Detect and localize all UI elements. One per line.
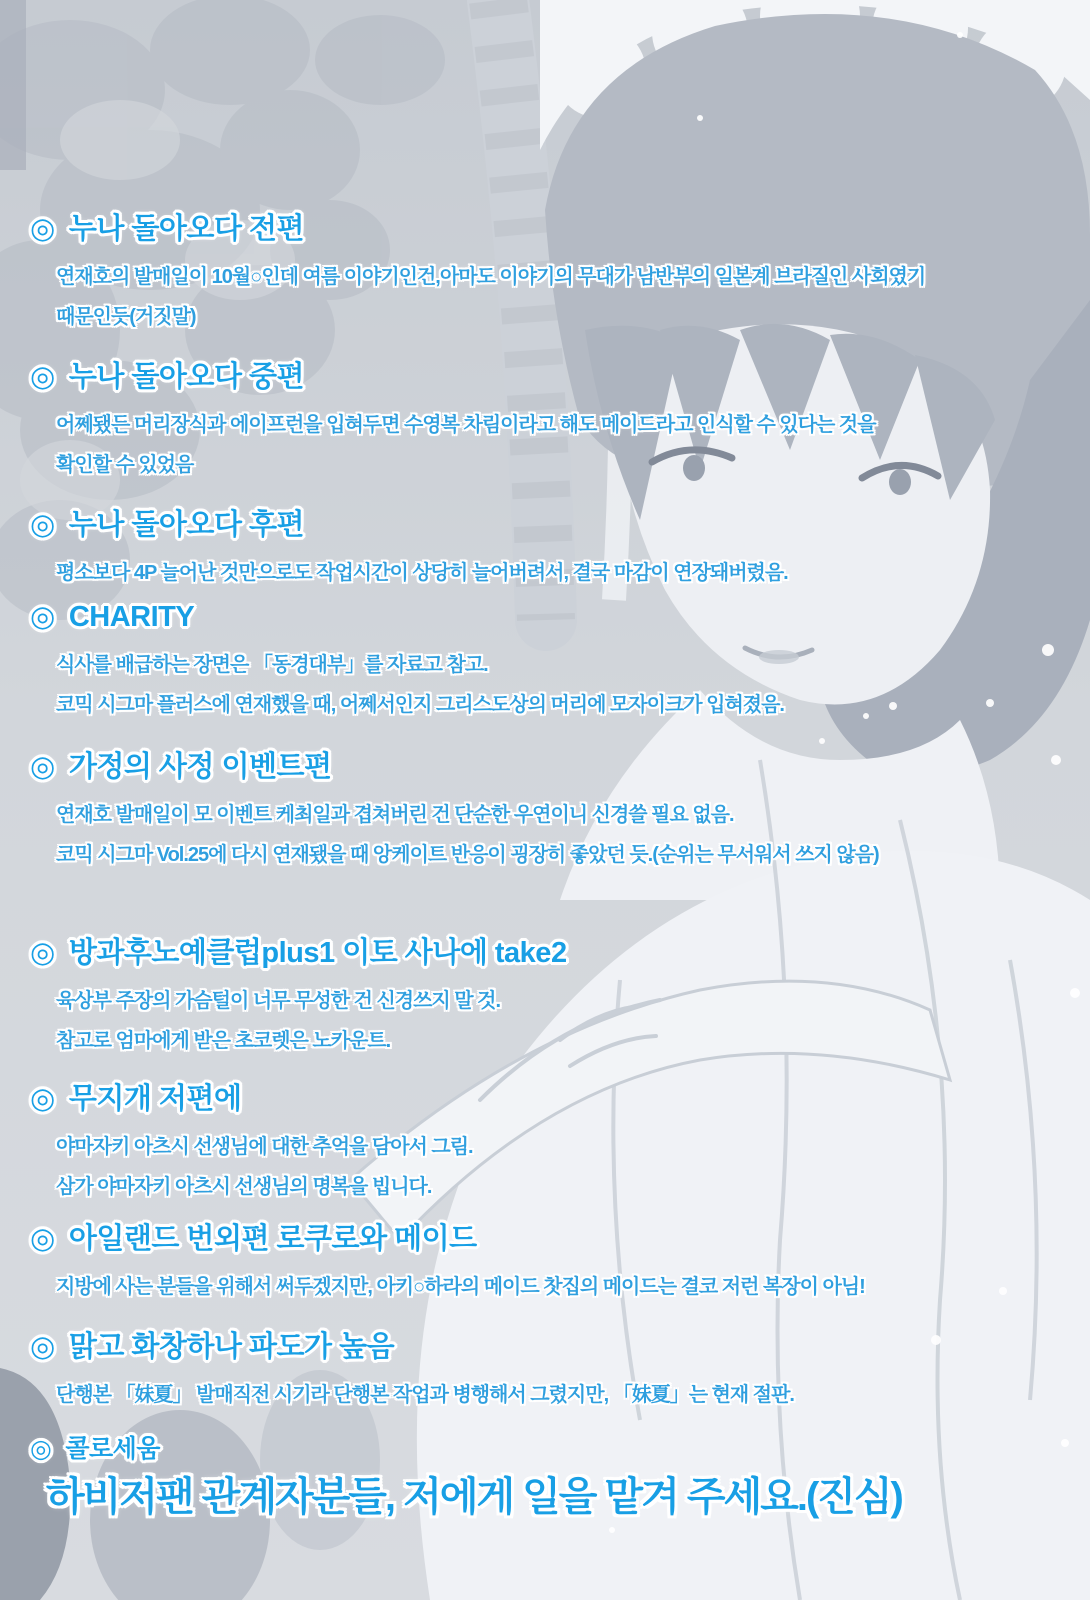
section-text-line: 단행본 「妹夏」 발매직전 시기라 단행본 작업과 병행해서 그렸지만, 「妹夏」는 현재 절판.	[56, 1384, 794, 1406]
section-text-line: 확인할 수 있었음	[56, 454, 194, 476]
section-heading	[0, 1328, 1090, 1366]
section-10	[0, 1434, 1090, 1526]
section-heading	[0, 358, 1090, 396]
section-text-line: 야마자키 아츠시 선생님에 대한 추억을 담아서 그림.	[56, 1136, 473, 1158]
section-3	[0, 506, 1090, 593]
section-title: CHARITY	[68, 601, 195, 633]
section-title: 맑고 화창하나 파도가 높음	[68, 1331, 395, 1363]
section-8	[0, 1220, 1090, 1307]
double-circle-bullet-icon: ◎	[30, 1331, 55, 1363]
section-text-line: 어쩨됐든 머리장식과 에이프런을 입혀두면 수영복 차림이라고 해도 메이드라고 인식할 수 있다는 것을	[56, 414, 876, 436]
section-heading	[0, 748, 1090, 786]
section-1	[0, 210, 1090, 337]
request-emphasis-line: 하비저팬 관계자분들, 저에게 일을 맡겨 주세요.(진심)	[46, 1475, 902, 1519]
section-text-line: 삼가 야마자키 아츠시 선생님의 명복을 빕니다.	[56, 1176, 432, 1198]
section-4	[0, 598, 1090, 725]
double-circle-bullet-icon: ◎	[30, 509, 55, 541]
section-heading	[0, 1080, 1090, 1118]
double-circle-bullet-icon: ◎	[30, 213, 55, 245]
double-circle-bullet-icon: ◎	[30, 937, 55, 969]
section-text-line: 참고로 엄마에게 받은 초코렛은 노카운트.	[56, 1030, 391, 1052]
section-text-line: 연재호 발매일이 모 이벤트 케최일과 겹쳐버린 건 단순한 우연이니 신경쓸 필요 없음.	[56, 804, 734, 826]
section-title: 누나 돌아오다 중편	[68, 361, 305, 393]
section-text-line: 지방에 사는 분들을 위해서 써두겠지만, 아키○하라의 메이드 찻집의 메이드는 결코 저런 복장이 아님!	[56, 1276, 865, 1298]
section-text-line: 때문인듯(거짓말)	[56, 306, 196, 328]
section-title: 누나 돌아오다 후편	[68, 509, 305, 541]
double-circle-bullet-icon: ◎	[30, 1435, 52, 1463]
section-heading	[0, 1434, 1090, 1464]
section-title: 콜로세움	[65, 1435, 160, 1463]
section-text-line: 식사를 배급하는 장면은 「동경대부」를 자료고 참고.	[56, 654, 488, 676]
section-title: 누나 돌아오다 전편	[68, 213, 305, 245]
section-text-line: 코믹 시그마 플러스에 연재했을 때, 어쩨서인지 그리스도상의 머리에 모자이크가 입혀졌음.	[56, 694, 784, 716]
section-heading	[0, 1220, 1090, 1258]
double-circle-bullet-icon: ◎	[30, 1223, 55, 1255]
section-5	[0, 748, 1090, 875]
section-text-line: 코믹 시그마 Vol.25에 다시 연재됐을 때 앙케이트 반응이 굉장히 좋았던 듯.(순위는 무서워서 쓰지 않음)	[56, 844, 879, 866]
section-heading	[0, 506, 1090, 544]
double-circle-bullet-icon: ◎	[30, 601, 55, 633]
section-heading	[0, 598, 1090, 636]
section-title: 무지개 저편에	[68, 1083, 242, 1115]
double-circle-bullet-icon: ◎	[30, 751, 55, 783]
double-circle-bullet-icon: ◎	[30, 1083, 55, 1115]
section-title: 아일랜드 번외편 로쿠로와 메이드	[68, 1223, 477, 1255]
section-heading	[0, 934, 1090, 972]
section-2	[0, 358, 1090, 485]
section-text-line: 연재호의 발매일이 10월○인데 여름 이야기인건,아마도 이야기의 무대가 남반부의 일본계 브라질인 사회였기	[56, 266, 926, 288]
section-9	[0, 1328, 1090, 1415]
section-6	[0, 934, 1090, 1061]
section-heading	[0, 210, 1090, 248]
section-title: 가정의 사정 이벤트편	[68, 751, 332, 783]
double-circle-bullet-icon: ◎	[30, 361, 55, 393]
section-text-line: 육상부 주장의 가슴털이 너무 무성한 건 신경쓰지 말 것.	[56, 990, 501, 1012]
section-7	[0, 1080, 1090, 1207]
section-text-line: 평소보다 4P 늘어난 것만으로도 작업시간이 상당히 늘어버려서, 결국 마감이 연장돼버렸음.	[56, 562, 788, 584]
section-title: 방과후노예클럽plus1 이토 사나에 take2	[68, 937, 567, 969]
